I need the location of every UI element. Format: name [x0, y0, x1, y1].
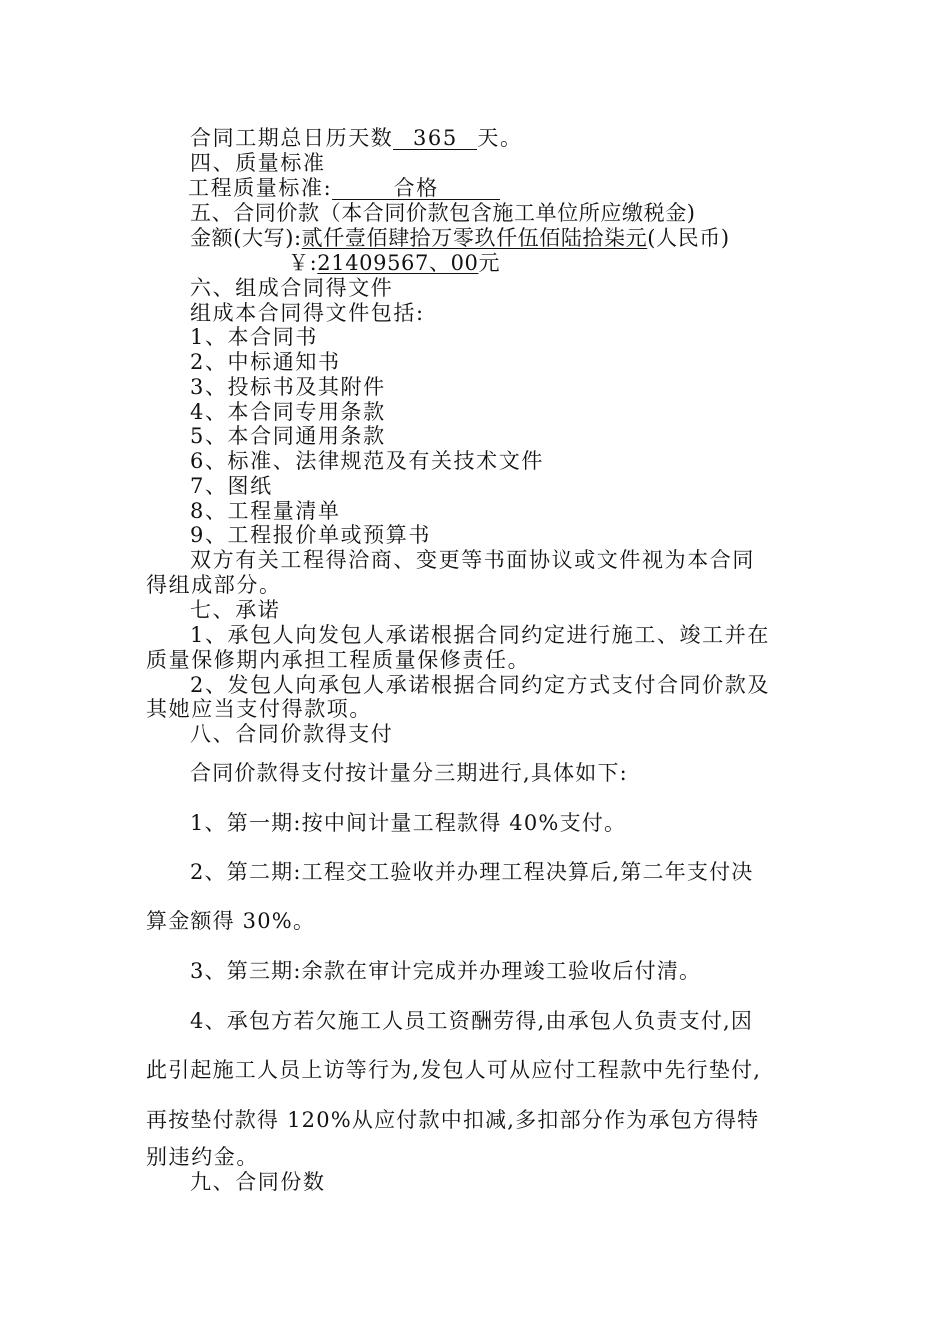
payment-phase-4-line-1: 4、承包方若欠施工人员工资酬劳得,由承包人负责支付,因: [190, 1009, 754, 1033]
payment-phase-2-line-2: 算金额得 30%。: [146, 909, 316, 933]
quality-line: [188, 176, 500, 201]
amount-number-label: ￥:: [288, 251, 318, 275]
quality-label: 工程质量标准:: [188, 176, 333, 200]
section-7-para-2-line-2: 其她应当支付得款项。: [146, 697, 372, 721]
section-5-title: 五、合同价款（本合同价款包含施工单位所应缴税金): [190, 201, 696, 225]
amount-words-label: 金额(大写):: [190, 226, 302, 250]
list-item: 4、本合同专用条款: [190, 400, 386, 424]
amount-words-suffix: (人民币): [647, 226, 730, 250]
payment-phase-4-line-4: 别违约金。: [146, 1145, 259, 1169]
section-7-para-1-line-2: 质量保修期内承担工程质量保修责任。: [146, 648, 531, 672]
section-8-title: 八、合同价款得支付: [190, 722, 394, 746]
section-6-note-line-1: 双方有关工程得洽商、变更等书面协议或文件视为本合同: [190, 548, 755, 572]
list-item: 3、投标书及其附件: [190, 375, 386, 399]
payment-phase-4-line-3: 再按垫付款得 120%从应付款中扣减,多扣部分作为承包方得特: [146, 1108, 760, 1132]
duration-suffix: 天。: [477, 126, 523, 150]
duration-line: [190, 126, 523, 151]
section-7-para-1-line-1: 1、承包人向发包人承诺根据合同约定进行施工、竣工并在: [190, 623, 770, 647]
section-9-title: 九、合同份数: [190, 1170, 326, 1194]
payment-phase-2-line-1: 2、第二期:工程交工验收并办理工程决算后,第二年支付决: [190, 860, 754, 884]
quality-value: 合格: [332, 177, 500, 200]
amount-number-suffix: 元: [478, 251, 501, 275]
list-item: 2、中标通知书: [190, 350, 341, 374]
list-item: 7、图纸: [190, 474, 273, 498]
list-item: 1、本合同书: [190, 325, 318, 349]
payment-phase-3: 3、第三期:余款在审计完成并办理竣工验收后付清。: [190, 959, 702, 983]
payment-phase-1: 1、第一期:按中间计量工程款得 40%支付。: [190, 811, 627, 835]
section-8-intro: 合同价款得支付按计量分三期进行,具体如下:: [190, 761, 628, 785]
list-item: 8、工程量清单: [190, 499, 341, 523]
list-item: 5、本合同通用条款: [190, 424, 386, 448]
amount-number-value: 21409567、00: [317, 251, 479, 275]
section-6-title: 六、组成合同得文件: [190, 276, 394, 300]
section-4-title: 四、质量标准: [190, 151, 326, 175]
duration-value: 365: [393, 127, 477, 150]
amount-words-value: 贰仟壹佰肆拾万零玖仟伍佰陆拾柒元: [301, 226, 648, 250]
payment-phase-4-line-2: 此引起施工人员上访等行为,发包人可从应付工程款中先行垫付,: [146, 1058, 762, 1082]
section-7-para-2-line-1: 2、发包人向承包人承诺根据合同约定方式支付合同价款及: [190, 673, 770, 697]
list-item: 9、工程报价单或预算书: [190, 523, 431, 547]
amount-number-line: [288, 251, 500, 276]
list-item: 6、标准、法律规范及有关技术文件: [190, 449, 544, 473]
section-6-note-line-2: 得组成部分。: [146, 573, 282, 597]
duration-label: 合同工期总日历天数: [190, 126, 394, 150]
amount-words-line: [190, 226, 730, 251]
section-7-title: 七、承诺: [190, 598, 281, 622]
section-6-intro: 组成本合同得文件包括:: [190, 301, 425, 325]
